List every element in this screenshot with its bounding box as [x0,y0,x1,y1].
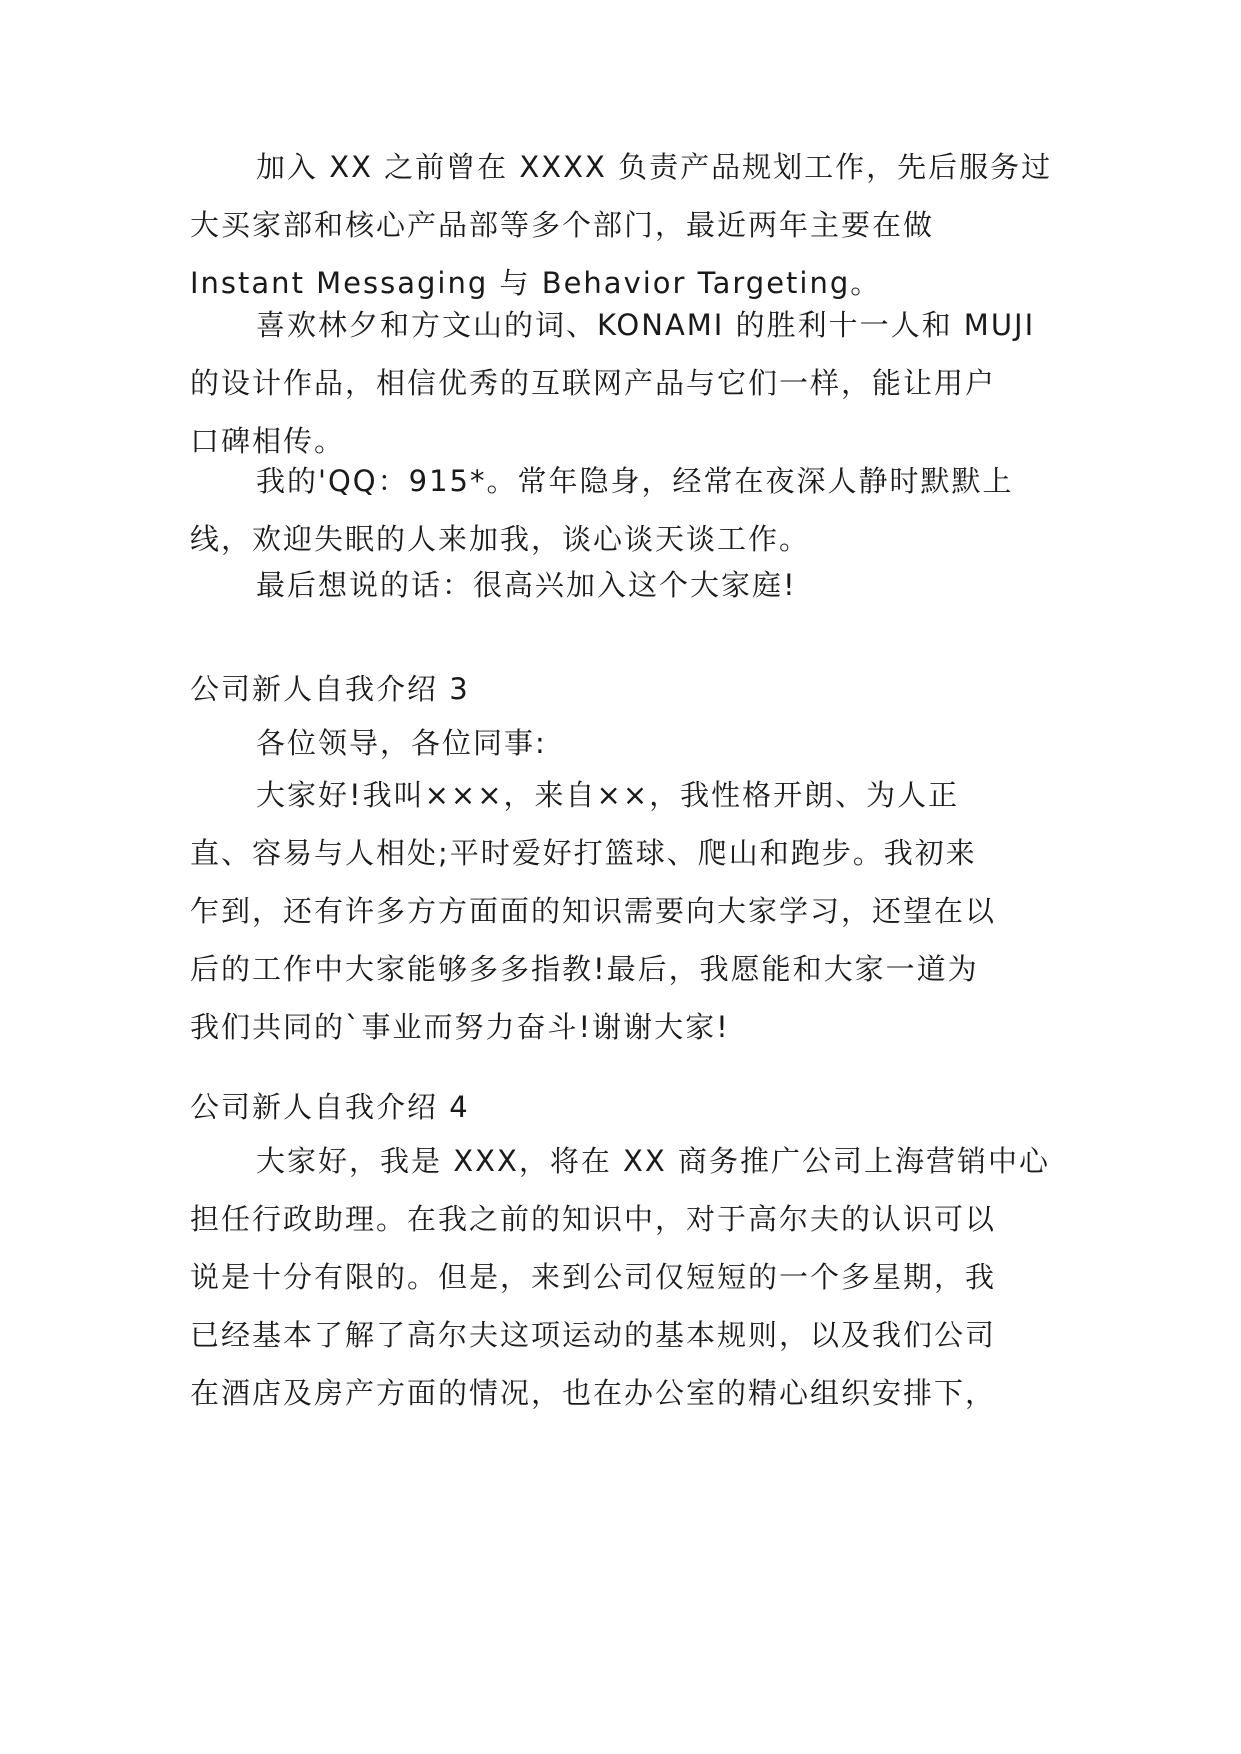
paragraph-line: 在酒店及房产方面的情况，也在办公室的精心组织安排下， [190,1376,997,1410]
paragraph-line: 的设计作品，相信优秀的互联网产品与它们一样，能让用户 [190,366,997,400]
section-3-body [190,766,1060,1056]
paragraph-line: 说是十分有限的。但是，来到公司仅短短的一个多星期，我 [190,1260,997,1294]
paragraph-line: 最后想说的话：很高兴加入这个大家庭! [256,568,797,602]
greeting-line: 各位领导，各位同事: [256,726,547,760]
section-4-body [190,1132,1060,1422]
paragraph-line: 大家好!我叫×××，来自××，我性格开朗、为人正 [256,778,960,812]
paragraph-line: 我们共同的`事业而努力奋斗!谢谢大家! [190,1010,730,1044]
paragraph-contact [190,452,1060,568]
paragraph-line: 大家好，我是 XXX，将在 XX 商务推广公司上海营销中心 [256,1144,1050,1178]
paragraph-line: 大买家部和核心产品部等多个部门，最近两年主要在做 [190,208,935,242]
paragraph-line: 加入 XX 之前曾在 XXXX 负责产品规划工作，先后服务过 [256,150,1053,184]
paragraph-line: 乍到，还有许多方方面面的知识需要向大家学习，还望在以 [190,894,997,928]
paragraph-closing [190,556,1060,614]
paragraph-line: 直、容易与人相处;平时爱好打篮球、爬山和跑步。我初来 [190,836,977,870]
section-3-greeting [190,714,1060,772]
paragraph-line: 后的工作中大家能够多多指教!最后，我愿能和大家一道为 [190,952,979,986]
section-heading-4: 公司新人自我介绍 4 [190,1090,470,1124]
paragraph-line: Instant Messaging 与 Behavior Targeting。 [190,266,882,300]
section-heading-3: 公司新人自我介绍 3 [190,672,470,706]
paragraph-line: 已经基本了解了高尔夫这项运动的基本规则，以及我们公司 [190,1318,997,1352]
paragraph-line: 担任行政助理。在我之前的知识中，对于高尔夫的认识可以 [190,1202,997,1236]
paragraph-line: 喜欢林夕和方文山的词、KONAMI 的胜利十一人和 MUJI [256,308,1036,342]
paragraph-line: 我的'QQ：915*。常年隐身，经常在夜深人静时默默上 [256,464,1014,498]
paragraph-interests [190,296,1060,470]
paragraph-line: 口碑相传。 [190,424,346,458]
paragraph-previous-role [190,138,1060,312]
paragraph-line: 线，欢迎失眠的人来加我，谈心谈天谈工作。 [190,522,811,556]
